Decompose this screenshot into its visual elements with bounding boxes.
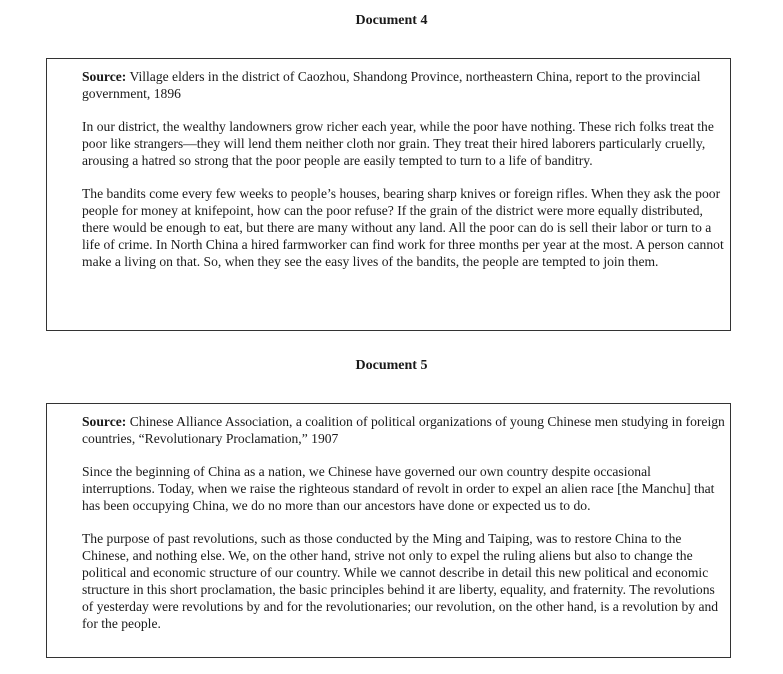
document-4-box [46, 58, 731, 331]
document-4-source [82, 68, 726, 102]
document-5-paragraph-2: The purpose of past revolutions, such as those conducted by the Ming and Taiping, was to restore China to the Chinese, and nothing else. We, on the other hand, strive not only to expel the ruling aliens but also to change the political and economic structure of our country. While we cannot describe in detail this new political and economic structure in this short proclamation, the basic principles behind it are liberty, equality, and fraternity. The revolutions of yesterday were revolutions by and for the revolutionaries; our revolution, on the other hand, is a revolution by and for the people. [82, 531, 719, 631]
document-5-box [46, 403, 731, 658]
source-text: Chinese Alliance Association, a coalition of political organizations of young Chinese men studying in foreign countries, “Revolutionary Proclamation,” 1907 [82, 414, 725, 446]
source-label: Source: [82, 414, 127, 429]
document-4-paragraph-1: In our district, the wealthy landowners grow richer each year, while the poor have nothing. These rich folks treat the poor like strangers—they will lend them neither cloth nor grain. They treat their hired laborers particularly cruelly, arousing a hatred so strong that the poor people are easily tempted to turn to a life of banditry. [82, 119, 714, 168]
source-text: Village elders in the district of Caozhou, Shandong Province, northeastern China, report to the provincial government, 1896 [82, 69, 701, 101]
document-5-heading: Document 5 [355, 358, 428, 373]
source-label: Source: [82, 69, 127, 84]
document-4-paragraph-2: The bandits come every few weeks to people’s houses, bearing sharp knives or foreign rifles. When they ask the poor people for money at knifepoint, how can the poor refuse? If the grain of the district were more equally distributed, there would be enough to eat, but there are many without any land. All the poor can do is sell their labor or turn to a life of crime. In North China a hired farmworker can find work for three months per year at the most. A person cannot make a living on that. So, when they see the easy lives of the bandits, the people are tempted to join them. [82, 186, 724, 269]
document-5-paragraph-1: Since the beginning of China as a nation, we Chinese have governed our own country despite occasional interruptions. Today, when we raise the righteous standard of revolt in order to expel an alien race [the Manchu] that has been occupying China, we do no more than our ancestors have done or expected us to do. [82, 464, 715, 513]
document-5-source [82, 413, 726, 447]
document-4-heading: Document 4 [355, 13, 428, 28]
